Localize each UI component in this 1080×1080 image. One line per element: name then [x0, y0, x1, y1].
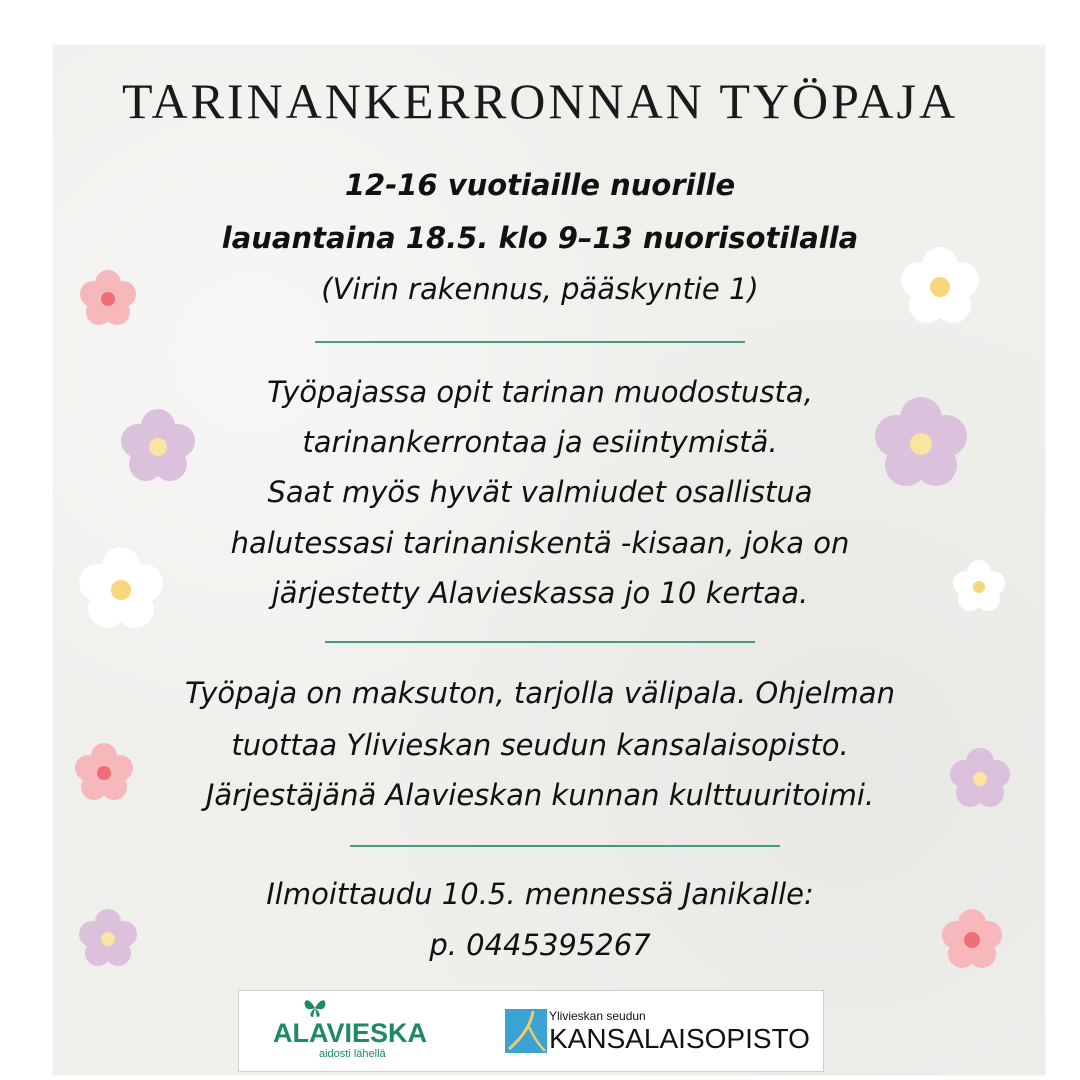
info-line: tuottaa Ylivieskan seudun kansalaisopisto.: [231, 728, 849, 762]
divider: [325, 641, 755, 643]
page-title: TARINANKERRONNAN TYÖPAJA: [121, 73, 959, 129]
date-line: lauantaina 18.5. klo 9–13 nuorisotilalla: [221, 221, 859, 255]
divider: [315, 341, 745, 343]
info-line: Työpaja on maksuton, tarjolla välipala. Ohjelman: [185, 676, 895, 710]
flower-icon: [71, 740, 137, 806]
description-line: halutessasi tarinaniskentä -kisaan, joka on: [230, 526, 850, 560]
description-line: järjestetty Alavieskassa jo 10 kertaa.: [271, 576, 809, 610]
kansalaisopisto-logo-icon: [505, 1009, 547, 1053]
location-line: (Virin rakennus, pääskyntie 1): [321, 272, 759, 306]
flower-icon: [938, 906, 1006, 974]
description-line: Saat myös hyvät valmiudet osallistua: [267, 475, 813, 509]
flower-icon: [75, 906, 141, 972]
flower-icon: [76, 267, 140, 331]
flower-icon: [870, 393, 972, 495]
alavieska-logo-text: ALAVIESKA: [273, 1018, 428, 1048]
kansalaisopisto-subtitle: Ylivieskan seudun: [549, 1009, 646, 1023]
flower-icon: [950, 558, 1008, 616]
logo-bar: [238, 990, 824, 1072]
kansalaisopisto-logo-text: KANSALAISOPISTO: [549, 1023, 810, 1054]
flower-icon: [946, 745, 1014, 813]
description-line: tarinankerrontaa ja esiintymistä.: [302, 425, 778, 459]
audience-line: 12-16 vuotiaille nuorille: [344, 168, 736, 202]
info-line: Järjestäjänä Alavieskan kunnan kulttuuritoimi.: [205, 778, 875, 812]
flower-icon: [116, 405, 200, 489]
alavieska-tagline: aidosti lähellä: [319, 1048, 386, 1060]
phone-line: p. 0445395267: [429, 928, 651, 962]
registration-line: Ilmoittaudu 10.5. mennessä Janikalle:: [266, 877, 814, 911]
flower-icon: [74, 543, 168, 637]
divider: [350, 845, 780, 847]
description-line: Työpajassa opit tarinan muodostusta,: [267, 375, 813, 409]
flower-icon: [896, 243, 984, 331]
butterfly-icon: [303, 997, 327, 1019]
